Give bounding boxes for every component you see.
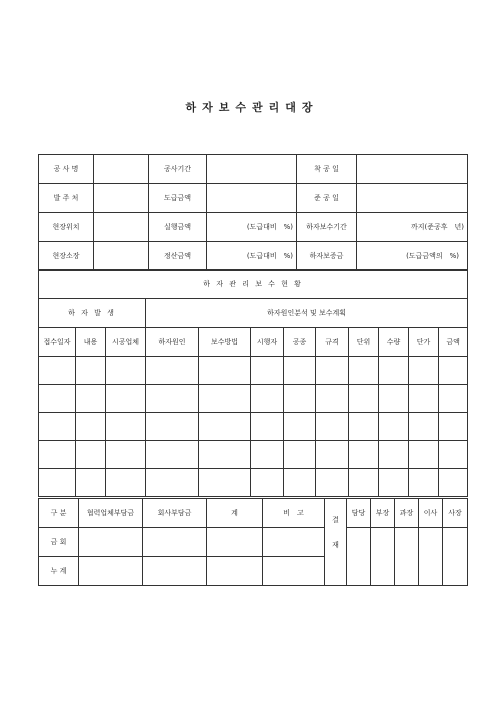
table-row [39, 413, 468, 441]
value-start-date [357, 155, 468, 184]
value-remarks-cum [263, 557, 325, 586]
table-row [39, 469, 468, 497]
section-title: 하 자 관 리 보 수 현 황 [39, 270, 468, 299]
label-contract-amount: 도급금액 [149, 184, 207, 213]
label-site-manager: 현장소장 [39, 242, 94, 271]
value-partner-cum [79, 557, 143, 586]
value-partner-this [79, 528, 143, 557]
label-exec-amount: 실행금액 [149, 213, 207, 242]
sign-manager [371, 528, 395, 586]
sign-section-chief [395, 528, 419, 586]
col-header-unit: 단위 [349, 328, 379, 357]
col-header-quantity: 수량 [379, 328, 409, 357]
value-exec-amount: (도급대비 %) [207, 213, 297, 242]
label-company-share: 회사부담금 [143, 499, 207, 528]
col-header-receipt-date: 접수일자 [39, 328, 76, 357]
approval-text: 결재 [331, 516, 340, 566]
col-header-work-type: 공종 [284, 328, 316, 357]
col-header-unit-price: 단가 [409, 328, 439, 357]
label-warranty-deposit: 하자보증금 [297, 242, 357, 271]
table-row [39, 357, 468, 385]
summary-approval-table [38, 498, 468, 586]
approver-section-chief: 과장 [395, 499, 419, 528]
value-warranty-period: 까지(준공후 년) [357, 213, 468, 242]
label-category: 구 분 [39, 499, 79, 528]
label-site-location: 현장위치 [39, 213, 94, 242]
label-cumulative: 누 계 [39, 557, 79, 586]
approver-director: 이사 [419, 499, 443, 528]
value-total-cum [207, 557, 263, 586]
label-warranty-period: 하자보수기간 [297, 213, 357, 242]
header-occurrence: 하 자 발 생 [39, 299, 146, 328]
value-remarks-this [263, 528, 325, 557]
approver-manager: 부장 [371, 499, 395, 528]
approval-label [325, 499, 347, 586]
approver-president: 사장 [443, 499, 468, 528]
value-completion-date [357, 184, 468, 213]
approver-staff: 담당 [347, 499, 371, 528]
value-total-this [207, 528, 263, 557]
value-company-this [143, 528, 207, 557]
col-header-executor: 시행자 [251, 328, 284, 357]
label-completion-date: 준 공 일 [297, 184, 357, 213]
header-analysis: 하자원인분석 및 보수계획 [146, 299, 468, 328]
value-settle-amount: (도급대비 %) [207, 242, 297, 271]
value-client [94, 184, 149, 213]
sign-president [443, 528, 468, 586]
value-contract-amount [207, 184, 297, 213]
label-client: 발 주 처 [39, 184, 94, 213]
label-partner-share: 협력업체부담금 [79, 499, 143, 528]
value-site-location [94, 213, 149, 242]
col-header-amount: 금액 [439, 328, 468, 357]
col-header-content: 내용 [76, 328, 106, 357]
label-project-name: 공 사 명 [39, 155, 94, 184]
sign-staff [347, 528, 371, 586]
value-company-cum [143, 557, 207, 586]
label-duration: 공사기간 [149, 155, 207, 184]
label-settle-amount: 정산금액 [149, 242, 207, 271]
label-total: 계 [207, 499, 263, 528]
page-title: 하자보수관리대장 [185, 101, 319, 114]
value-project-name [94, 155, 149, 184]
label-start-date: 착 공 일 [297, 155, 357, 184]
table-row [39, 385, 468, 413]
label-remarks: 비 고 [263, 499, 325, 528]
label-this-time: 금 회 [39, 528, 79, 557]
table-row [39, 441, 468, 469]
value-warranty-deposit: (도급금액의 %) [357, 242, 468, 271]
sign-director [419, 528, 443, 586]
col-header-cause: 하자원인 [146, 328, 199, 357]
project-info-table [38, 154, 468, 271]
defect-status-table [38, 269, 468, 497]
col-header-method: 보수방법 [199, 328, 251, 357]
value-site-manager [94, 242, 149, 271]
col-header-spec: 규격 [316, 328, 349, 357]
col-header-contractor: 시공업체 [106, 328, 146, 357]
value-duration [207, 155, 297, 184]
